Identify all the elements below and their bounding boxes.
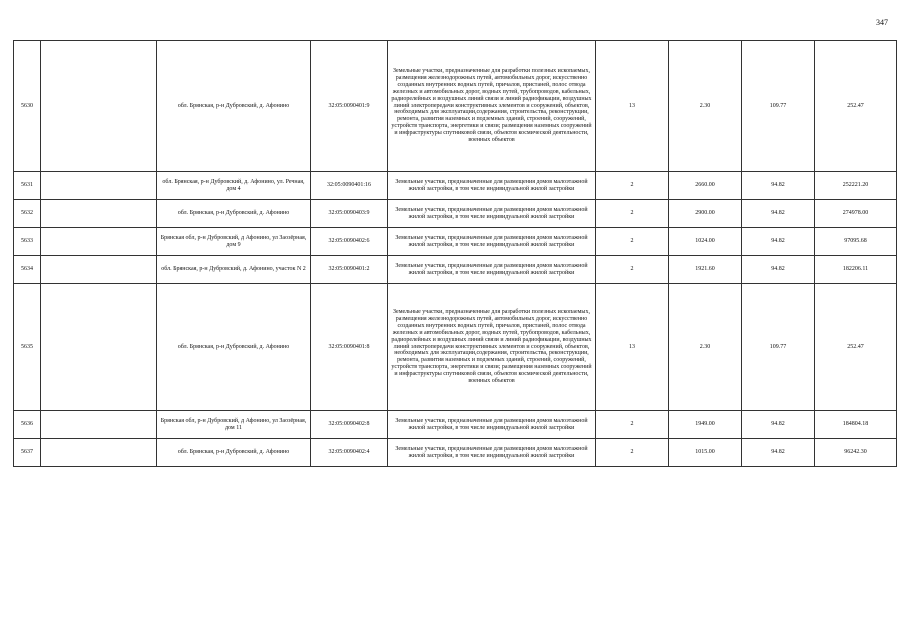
permitted-use-cell: Земельные участки, предназначенные для размещения домов малоэтажной жилой застройки, в том числе индивидуальной жилой застройки	[388, 439, 596, 467]
area-cell: 2900.00	[669, 200, 742, 228]
area-cell: 2.30	[669, 41, 742, 172]
value-cell: 96242.30	[815, 439, 897, 467]
table-row	[14, 200, 897, 228]
permitted-use-cell: Земельные участки, предназначенные для разработки полезных ископаемых, размещения железнодорожных путей, автомобильных дорог, искусственно созданных внутренних водных путей, причалов, пристаней, полос отвода железных и автомобильных дорог, водных путей, трубопроводов, кабельных, радиорелейных и воздушных линий связи и линий радиофикации, воздушных линий электропередачи конструктивных элементов и сооружений, объектов, необходимых для эксплуатации,содержания, строительства, реконструкции, ремонта, развития наземных и подземных зданий, строений, сооружений, устройств транспорта, энергетики и связи; размещения наземных сооружений и инфраструктуры спутниковой связи, объектов космической деятельности, военных объектов	[388, 41, 596, 172]
permitted-use-cell: Земельные участки, предназначенные для размещения домов малоэтажной жилой застройки, в том числе индивидуальной жилой застройки	[388, 172, 596, 200]
area-cell: 1015.00	[669, 439, 742, 467]
row-id: 5630	[14, 41, 41, 172]
empty-cell	[41, 200, 157, 228]
address-cell: Брянская обл, р-н Дубровский, д Афонино, ул Заозёрная, дом 9	[157, 228, 311, 256]
category-cell: 13	[596, 41, 669, 172]
category-cell: 2	[596, 200, 669, 228]
category-cell: 13	[596, 284, 669, 411]
category-cell: 2	[596, 172, 669, 200]
cadastral-number-cell: 32:05:0090402:6	[311, 228, 388, 256]
value-cell: 97095.68	[815, 228, 897, 256]
area-cell: 1024.00	[669, 228, 742, 256]
permitted-use-cell: Земельные участки, предназначенные для размещения домов малоэтажной жилой застройки, в том числе индивидуальной жилой застройки	[388, 411, 596, 439]
table-row	[14, 256, 897, 284]
cadastral-number-cell: 32:05:0090401:8	[311, 284, 388, 411]
cadastral-number-cell: 32:05:0090401:2	[311, 256, 388, 284]
value-cell: 182206.11	[815, 256, 897, 284]
category-cell: 2	[596, 228, 669, 256]
empty-cell	[41, 172, 157, 200]
row-id: 5636	[14, 411, 41, 439]
rate-cell: 109.77	[742, 41, 815, 172]
cadastral-number-cell: 32:05:0090402:8	[311, 411, 388, 439]
table-row	[14, 439, 897, 467]
value-cell: 252221.20	[815, 172, 897, 200]
address-cell: обл. Брянская, р-н Дубровский, д. Афонино	[157, 200, 311, 228]
table-row	[14, 41, 897, 172]
cadastral-number-cell: 32:05:0090402:4	[311, 439, 388, 467]
table-row	[14, 228, 897, 256]
table-row	[14, 284, 897, 411]
table-row	[14, 411, 897, 439]
row-id: 5635	[14, 284, 41, 411]
category-cell: 2	[596, 411, 669, 439]
row-id: 5631	[14, 172, 41, 200]
empty-cell	[41, 284, 157, 411]
row-id: 5632	[14, 200, 41, 228]
permitted-use-cell: Земельные участки, предназначенные для размещения домов малоэтажной жилой застройки, в том числе индивидуальной жилой застройки	[388, 256, 596, 284]
rate-cell: 94.82	[742, 256, 815, 284]
value-cell: 184804.18	[815, 411, 897, 439]
address-cell: обл. Брянская, р-н Дубровский, д. Афонино, участок N 2	[157, 256, 311, 284]
cadastral-number-cell: 32:05:0090401:9	[311, 41, 388, 172]
rate-cell: 94.82	[742, 411, 815, 439]
rate-cell: 94.82	[742, 172, 815, 200]
rate-cell: 94.82	[742, 228, 815, 256]
empty-cell	[41, 228, 157, 256]
row-id: 5634	[14, 256, 41, 284]
permitted-use-cell: Земельные участки, предназначенные для размещения домов малоэтажной жилой застройки, в том числе индивидуальной жилой застройки	[388, 228, 596, 256]
address-cell: обл. Брянская, р-н Дубровский, д. Афонино	[157, 41, 311, 172]
area-cell: 2660.00	[669, 172, 742, 200]
rate-cell: 94.82	[742, 200, 815, 228]
row-id: 5637	[14, 439, 41, 467]
address-cell: Брянская обл, р-н Дубровский, д Афонино, ул Заозёрная, дом 11	[157, 411, 311, 439]
address-cell: обл. Брянская, р-н Дубровский, д. Афонино	[157, 284, 311, 411]
rate-cell: 109.77	[742, 284, 815, 411]
permitted-use-cell: Земельные участки, предназначенные для размещения домов малоэтажной жилой застройки, в том числе индивидуальной жилой застройки	[388, 200, 596, 228]
address-cell: обл. Брянская, р-н Дубровский, д. Афонино, ул. Речная, дом 4	[157, 172, 311, 200]
address-cell: обл. Брянская, р-н Дубровский, д. Афонино	[157, 439, 311, 467]
value-cell: 274978.00	[815, 200, 897, 228]
area-cell: 1949.00	[669, 411, 742, 439]
area-cell: 1921.60	[669, 256, 742, 284]
land-registry-table	[13, 40, 897, 467]
permitted-use-cell: Земельные участки, предназначенные для разработки полезных ископаемых, размещения железнодорожных путей, автомобильных дорог, искусственно созданных внутренних водных путей, причалов, пристаней, полос отвода железных и автомобильных дорог, водных путей, трубопроводов, кабельных, радиорелейных и воздушных линий связи и линий радиофикации, воздушных линий электропередачи конструктивных элементов и сооружений, объектов, необходимых для эксплуатации,содержания, строительства, реконструкции, ремонта, развития наземных и подземных зданий, строений, сооружений, устройств транспорта, энергетики и связи; размещения наземных сооружений и инфраструктуры спутниковой связи, объектов космической деятельности, военных объектов	[388, 284, 596, 411]
cadastral-number-cell: 32:05:0090401:16	[311, 172, 388, 200]
page-number: 347	[876, 18, 888, 27]
empty-cell	[41, 41, 157, 172]
table-row	[14, 172, 897, 200]
value-cell: 252.47	[815, 284, 897, 411]
category-cell: 2	[596, 256, 669, 284]
empty-cell	[41, 411, 157, 439]
cadastral-number-cell: 32:05:0090403:9	[311, 200, 388, 228]
row-id: 5633	[14, 228, 41, 256]
empty-cell	[41, 439, 157, 467]
category-cell: 2	[596, 439, 669, 467]
rate-cell: 94.82	[742, 439, 815, 467]
empty-cell	[41, 256, 157, 284]
area-cell: 2.30	[669, 284, 742, 411]
value-cell: 252.47	[815, 41, 897, 172]
